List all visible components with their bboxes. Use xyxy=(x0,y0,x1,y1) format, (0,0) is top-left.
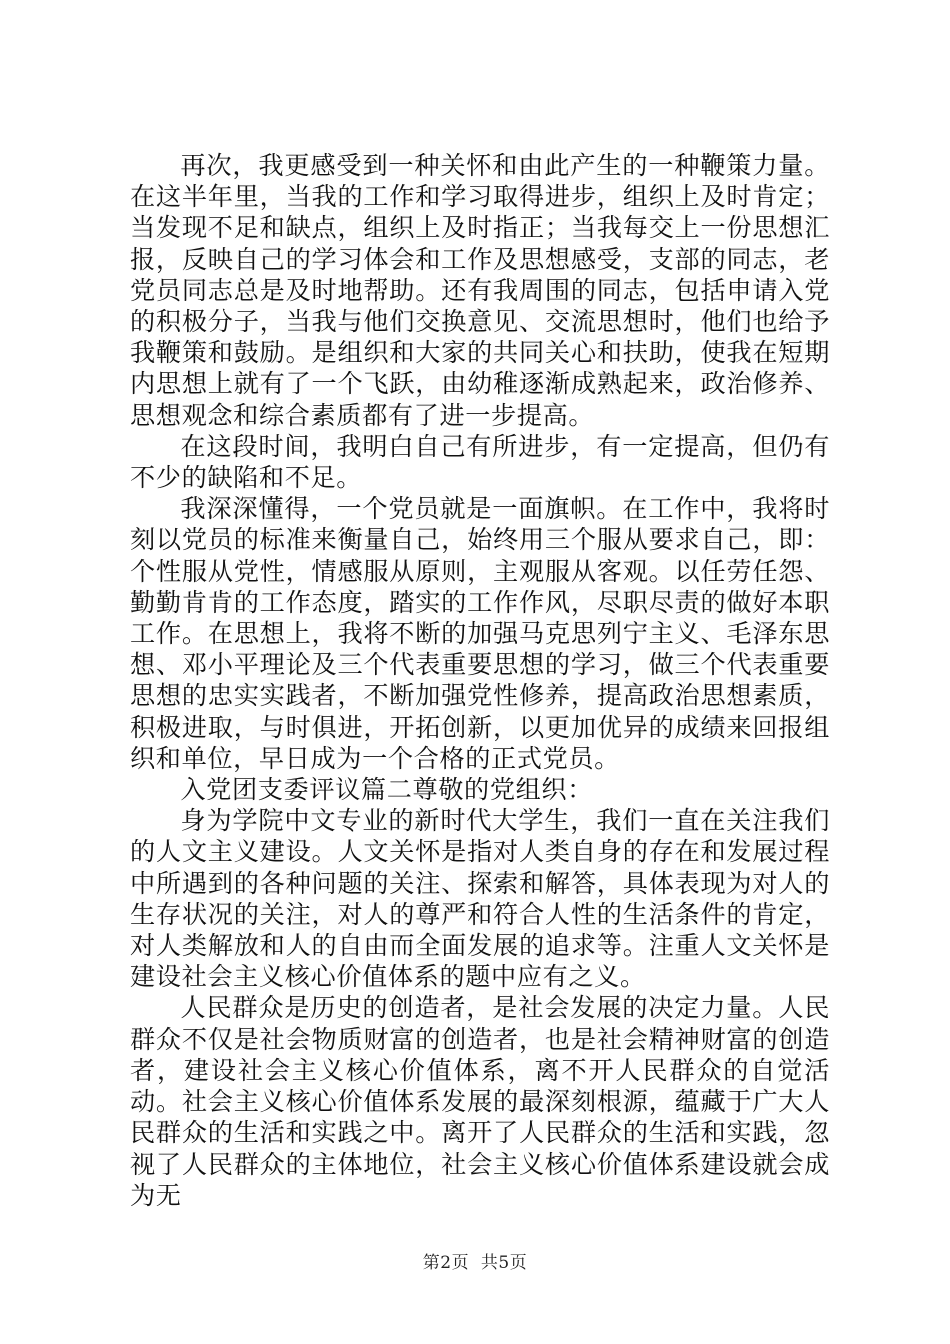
paragraph-2: 在这段时间，我明白自己有所进步，有一定提高，但仍有不少的缺陷和不足。 xyxy=(130,431,830,493)
paragraph-1: 再次，我更感受到一种关怀和由此产生的一种鞭策力量。在这半年里，当我的工作和学习取得进步，组织上及时肯定；当发现不足和缺点，组织上及时指正；当我每交上一份思想汇报，反映自己的学习体会和工作及思想感受，支部的同志，老党员同志总是及时地帮助。还有我周围的同志，包括申请入党的积极分子，当我与他们交换意见、交流思想时，他们也给予我鞭策和鼓励。是组织和大家的共同关心和扶助，使我在短期内思想上就有了一个飞跃，由幼稚逐渐成熟起来，政治修养、思想观念和综合素质都有了进一步提高。 xyxy=(130,151,830,430)
section-heading: 入党团支委评议篇二尊敬的党组织： xyxy=(180,775,593,805)
paragraph-3: 我深深懂得，一个党员就是一面旗帜。在工作中，我将时刻以党员的标准来衡量自己，始终用三个服从要求自己，即：个性服从党性，情感服从原则，主观服从客观。以任劳任怨、勤勤肯肯的工作态度，踏实的工作作风，尽职尽责的做好本职工作。在思想上，我将不断的加强马克思列宁主义、毛泽东思想、邓小平理论及三个代表重要思想的学习，做三个代表重要思想的忠实实践者，不断加强党性修养，提高政治思想素质，积极进取，与时俱进，开拓创新，以更加优异的成绩来回报组织和单位，早日成为一个合格的正式党员。 xyxy=(130,494,830,773)
paragraph-6: 人民群众是历史的创造者，是社会发展的决定力量。人民群众不仅是社会物质财富的创造者，也是社会精神财富的创造者，建设社会主义核心价值体系，离不开人民群众的自觉活动。社会主义核心价值体系发展的最深刻根源，蕴藏于广大人民群众的生活和实践之中。离开了人民群众的生活和实践，忽视了人民群众的主体地位，社会主义核心价值体系建设就会成为无 xyxy=(130,993,830,1210)
page-footer xyxy=(0,1248,950,1273)
paragraph-5: 身为学院中文专业的新时代大学生，我们一直在关注我们的人文主义建设。人文关怀是指对人类自身的存在和发展过程中所遇到的各种问题的关注、探索和解答，具体表现为对人的生存状况的关注，对人的尊严和符合人性的生活条件的肯定，对人类解放和人的自由而全面发展的追求等。注重人文关怀是建设社会主义核心价值体系的题中应有之义。 xyxy=(130,806,830,992)
document-body xyxy=(130,150,830,1211)
page-number: 第2页 共5页 xyxy=(422,1253,528,1273)
